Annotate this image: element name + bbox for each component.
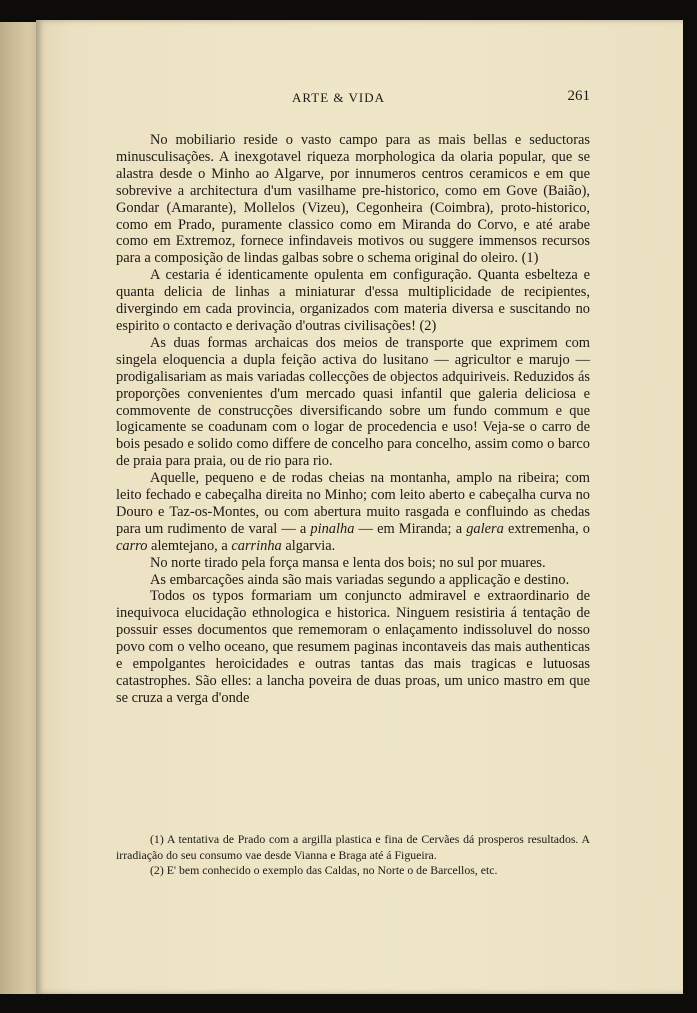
text-run: Todos os typos formariam um conjuncto admiravel e extraordinario de inequivoca elucidação ethnologica e historica. Ninguem resistiria á tentação de possuir esses documentos que rememoram o enlaçamento indissoluvel do nosso povo com o velho oceano, que resumem paginas incontaveis das mais authenticas e empolgantes heroicidades e outras tantas das mais tragicas e lutuosas catastrophes. São elles: a lancha poveira de duas proas, um unico mastro em que se cruza a verga d'onde bbox=[116, 588, 590, 706]
body-text bbox=[116, 132, 590, 707]
paragraph bbox=[116, 335, 590, 470]
paragraph bbox=[116, 267, 590, 335]
text-run: algarvia. bbox=[281, 537, 336, 554]
text-run: alemtejano, a bbox=[147, 537, 232, 554]
footnote: (1) A tentativa de Prado com a argilla plastica e fina de Cervães dá prosperos resultados. A irradiação do seu consumo vae desde Vianna e Braga até á Figueira. bbox=[116, 832, 590, 862]
running-title: ARTE & VIDA bbox=[292, 90, 386, 105]
running-header bbox=[116, 90, 590, 110]
text-run: No mobiliario reside o vasto campo para as mais bellas e seductoras minusculisações. A inexgotavel riqueza morphologica da olaria popular, que se alastra desde o Minho ao Algarve, por innumeros centros ceramicos e em que sobrevive a architectura d'um vasilhame pre-historico, como em Gove (Baião), Gondar (Amarante), Mollelos (Vizeu), Cegonheira (Coimbra), proto-historico, como em Prado, puramente classico como em Miranda do Corvo, e até arabe como em Extremoz, fornece infindaveis motivos ou suggere immensos recursos para a composição de lindas galbas sobre o schema original do oleiro. (1) bbox=[116, 132, 590, 267]
book-page bbox=[36, 20, 683, 994]
italic-term: galera bbox=[466, 520, 504, 537]
text-run: Aquelle, pequeno e de rodas cheias na montanha, amplo na ribeira; com leito fechado e cabeçalha direita no Minho; com leito aberto e cabeçalha curva no Douro e Taz-os-Montes, ou com abertura muito rasgada e confluindo as chedas para um rudimento de varal — a bbox=[116, 470, 590, 537]
footnote: (2) E' bem conhecido o exemplo das Caldas, no Norte o de Barcellos, etc. bbox=[150, 863, 498, 877]
text-run: As embarcações ainda são mais variadas segundo a applicação e destino. bbox=[150, 571, 570, 588]
paragraph bbox=[116, 572, 590, 589]
previous-page-edge bbox=[0, 22, 40, 994]
text-run: — em Miranda; a bbox=[354, 520, 467, 537]
text-run: As duas formas archaicas dos meios de transporte que exprimem com singela eloquencia a dupla feição activa do lusitano — agricultor e marujo — prodigalisariam as mais variadas collecções de objectos adquiriveis. Reduzidos ás proporções convenientes d'um mercado quasi infantil que galeria deliciosa e commovente de construcções diversificando sobre um fundo commum e que logicamente se coadunam com o logar de procedencia e uso! Veja-se o carro de bois pesado e solido como differe de concelho para concelho, assim como o barco de praia para praia, ou de rio para rio. bbox=[116, 334, 590, 470]
italic-term: pinalha bbox=[310, 520, 355, 537]
italic-term: carro bbox=[116, 537, 148, 554]
text-run: extremenha, o bbox=[503, 520, 591, 537]
italic-term: carrinha bbox=[231, 537, 282, 554]
footnotes bbox=[116, 832, 590, 879]
paragraph bbox=[116, 588, 590, 706]
page-number: 261 bbox=[567, 88, 590, 104]
paragraph bbox=[116, 132, 590, 267]
text-run: A cestaria é identicamente opulenta em configuração. Quanta esbelteza e quanta delicia de linhas a miniaturar d'essa multiplicidade de recipientes, divergindo em cada provincia, organizados com materia diversa e suscitando no espirito o contacto e derivação d'outras civilisações! (2) bbox=[116, 267, 590, 334]
paragraph bbox=[116, 470, 590, 555]
paragraph bbox=[116, 555, 590, 572]
text-run: No norte tirado pela força mansa e lenta dos bois; no sul por muares. bbox=[150, 554, 546, 571]
